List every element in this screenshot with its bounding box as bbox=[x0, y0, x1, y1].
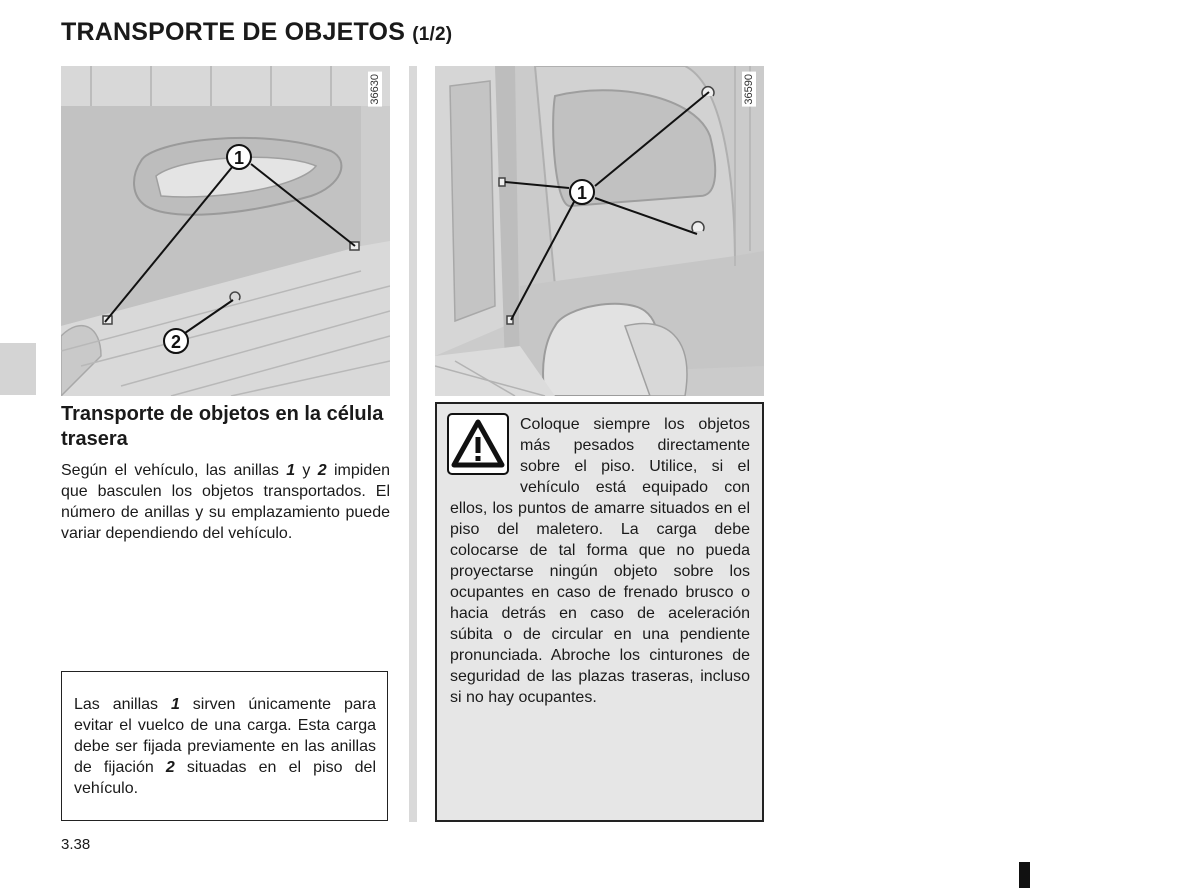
figure-code: 36630 bbox=[369, 74, 381, 105]
page-title-main: TRANSPORTE DE OBJETOS bbox=[61, 18, 406, 46]
page-number: 3.38 bbox=[61, 836, 91, 853]
illustration-cargo-wall bbox=[435, 66, 764, 396]
figure-code: 36590 bbox=[743, 74, 755, 105]
page-edge-marker bbox=[1019, 862, 1030, 888]
text-run: Las anillas bbox=[74, 696, 171, 713]
section-heading: Transporte de objetos en la célula trasera bbox=[61, 403, 384, 450]
chapter-side-tab bbox=[0, 343, 36, 395]
section-body bbox=[61, 460, 390, 544]
text-run: sirven únicamente para evitar el vuelco de una carga. Esta carga debe ser fijada previamente en las anillas de fijación bbox=[74, 696, 377, 776]
page-title bbox=[61, 18, 452, 47]
ring-reference: 1 bbox=[286, 462, 296, 479]
text-run: impiden que basculen los objetos transportados. El número de anillas y su emplazamiento puede variar dependiendo del vehículo. bbox=[61, 462, 391, 542]
warning-text bbox=[450, 414, 750, 708]
note-text bbox=[74, 694, 376, 799]
text-run: Según el vehículo, las anillas bbox=[61, 462, 287, 479]
ring-reference: 2 bbox=[165, 759, 175, 776]
column-divider bbox=[409, 66, 417, 822]
cargo-wall-drawing bbox=[435, 66, 764, 396]
callout-2: 2 bbox=[170, 332, 182, 352]
note-box bbox=[61, 671, 388, 821]
warning-box bbox=[435, 402, 764, 822]
ring-reference: 2 bbox=[317, 462, 327, 479]
text-run: y bbox=[295, 462, 318, 479]
text-run: situadas en el piso del vehículo. bbox=[74, 759, 376, 797]
ring-reference: 1 bbox=[170, 696, 180, 713]
callout-1: 1 bbox=[233, 148, 245, 168]
page-title-part: (1/2) bbox=[412, 24, 453, 45]
warning-text-content: Coloque siempre los objetos más pesados directamente sobre el piso. Utilice, si el vehículo está equipado con ellos, los puntos de amarre situados en el piso del maletero. La carga debe colocarse de tal forma que no pueda proyectarse ningún objeto sobre los ocupantes en caso de frenado brusco o hacia detrás en caso de aceleración súbita o de circular en una pendiente pronunciada. Abroche los cinturones de seguridad de las plazas traseras, incluso si no hay ocupantes. bbox=[450, 416, 750, 706]
callout-1: 1 bbox=[576, 183, 588, 203]
illustration-cargo-floor bbox=[61, 66, 390, 396]
cargo-floor-drawing bbox=[61, 66, 390, 396]
